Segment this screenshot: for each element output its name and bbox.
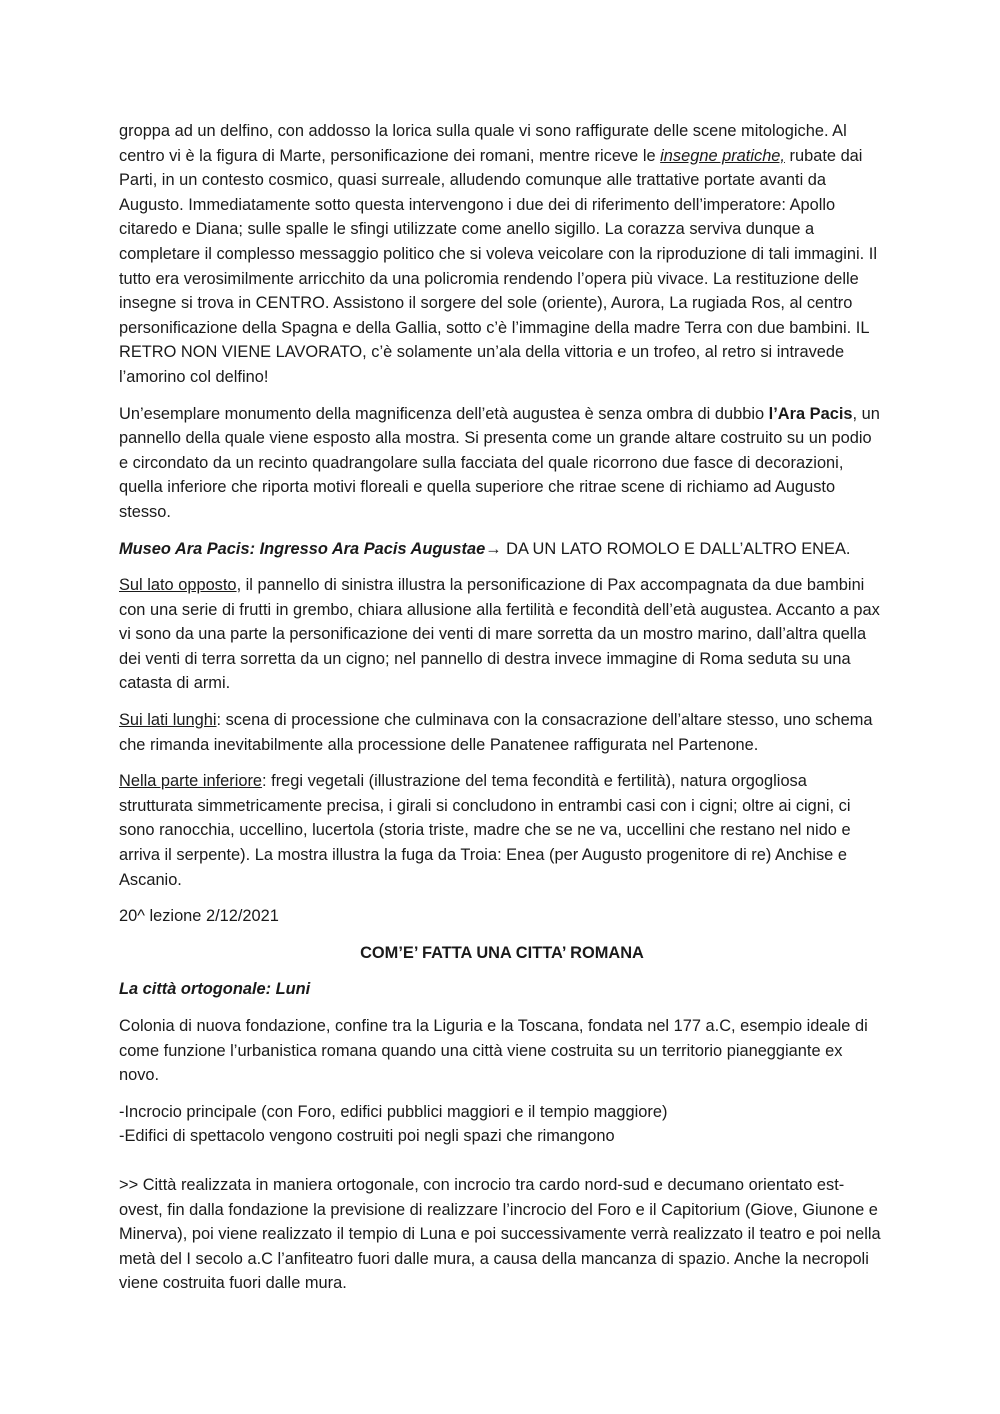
- paragraph-lato-opposto: [119, 573, 885, 696]
- ara-pacis-bold: l’Ara Pacis: [768, 404, 853, 423]
- paragraph-lati-lunghi: [119, 708, 885, 757]
- underlined-lead: Sui lati lunghi: [119, 711, 217, 730]
- paragraph-text: rubate dai Parti, in un contesto cosmico, quasi surreale, alludendo comunque alle trattative portate avanti da Augusto. Immediatamente sotto questa intervengono i due dei di riferimento dell’imperatore: Apollo citaredo e Diana; sulle spalle le sfingi utilizzate come anello sigillo. La corazza serviva dunque a completare il complesso messaggio politico che si voleva veicolare con la riproduzione di tali immagini. Il tutto era verosimilmente arricchito da una policromia rendendo l’opera più vivace. La restituzione delle insegne si trova in CENTRO. Assistono il sorgere del sole (oriente), Aurora, La rugiada Ros, al centro personificazione della Spagna e della Gallia, sotto c’è l’immagine della madre Terra con due bambini. IL RETRO NON VIENE LAVORATO, c’è solamente un’ala della vittoria e un trofeo, al retro si intravede l’amorino col delfino!: [119, 146, 877, 386]
- paragraph-text: Un’esemplare monumento della magnificenza dell’età augustea è senza ombra di dubbio: [119, 404, 769, 423]
- blank-line: [119, 1161, 885, 1173]
- paragraph-museo: [119, 537, 885, 562]
- subheading-luni: La città ortogonale: Luni: [119, 980, 311, 999]
- lesson-date: 20^ lezione 2/12/2021: [119, 907, 279, 926]
- museo-title: Museo Ara Pacis: Ingresso Ara Pacis Augustae: [119, 539, 486, 558]
- paragraph-text: , un pannello della quale viene esposto alla mostra. Si presenta come un grande altare costruito su un podio e circondato da un recinto quadrangolare sulla facciata del quale ricorrono due fasce di decorazioni, quella inferiore che riporta motivi floreali e quella superiore che ritrae scene di richiamo ad Augusto stesso.: [119, 404, 880, 521]
- paragraph-text: , il pannello di sinistra illustra la personificazione di Pax accompagnata da due bambini con una serie di frutti in grembo, chiara allusione alla fertilità e fecondità dell’età augustea. Accanto a pax vi sono da una parte la personificazione dei venti di mare sorretta da un mostro marino, dall’altra quella dei venti di terra sorretta da un cigno; nel pannello di destra invece immagine di Roma seduta su una catasta di armi.: [119, 576, 880, 693]
- insegne-pratiche-link[interactable]: insegne pratiche,: [660, 146, 785, 165]
- paragraph-citta-ortogonale: >> Città realizzata in maniera ortogonale, con incrocio tra cardo nord-sud e decumano orientato est-ovest, fin dalla fondazione la previsione di realizzare l’incrocio del Foro e il Capitorium (Giove, Giunone e Minerva), poi viene realizzato il tempio di Luna e poi successivamente verrà realizzato il teatro e poi nella metà del I secolo a.C l’anfiteatro fuori dalle mura, a causa della mancanza di spazio. Anche la necropoli viene costruita fuori dalle mura.: [119, 1175, 881, 1293]
- list-item: -Incrocio principale (con Foro, edifici pubblici maggiori e il tempio maggiore): [119, 1102, 668, 1121]
- underlined-lead: Nella parte inferiore: [119, 772, 263, 791]
- paragraph-text: DA UN LATO ROMOLO E DALL’ALTRO ENEA.: [501, 539, 851, 558]
- paragraph-parte-inferiore: [119, 769, 885, 892]
- underlined-lead: Sul lato opposto: [119, 576, 237, 595]
- page-content: [119, 119, 885, 1308]
- paragraph-colonia: Colonia di nuova fondazione, confine tra la Liguria e la Toscana, fondata nel 177 a.C, esempio ideale di come funzione l’urbanistica romana quando una città viene costruita su un territorio pianeggiante ex novo.: [119, 1017, 868, 1085]
- paragraph-ara-pacis: [119, 402, 885, 525]
- section-heading: COM’E’ FATTA UNA CITTA’ ROMANA: [360, 943, 644, 962]
- arrow-icon: →: [485, 539, 502, 558]
- paragraph-text: : scena di processione che culminava con la consacrazione dell’altare stesso, uno schema che rimanda inevitabilmente alla processione delle Panatenee raffigurata nel Partenone.: [119, 711, 873, 754]
- paragraph-text: groppa ad un delfino, con addosso la lorica sulla quale vi sono raffigurate delle scene mitologiche. Al centro vi è la figura di Marte, personificazione dei romani, mentre riceve le: [119, 122, 847, 165]
- paragraph-text: : fregi vegetali (illustrazione del tema fecondità e fertilità), natura orgogliosa strutturata simmetricamente precisa, i girali si concludono in entrambi casi con i cigni; oltre ai cigni, ci sono ranocchia, uccellino, lucertola (storia triste, madre che se ne va, uccellini che restano nel nido e arriva il serpente). La mostra illustra la fuga da Troia: Enea (per Augusto progenitore di re) Anchise e Ascanio.: [119, 772, 851, 889]
- list-item: -Edifici di spettacolo vengono costruiti poi negli spazi che rimangono: [119, 1127, 615, 1146]
- paragraph-lorica: [119, 119, 885, 390]
